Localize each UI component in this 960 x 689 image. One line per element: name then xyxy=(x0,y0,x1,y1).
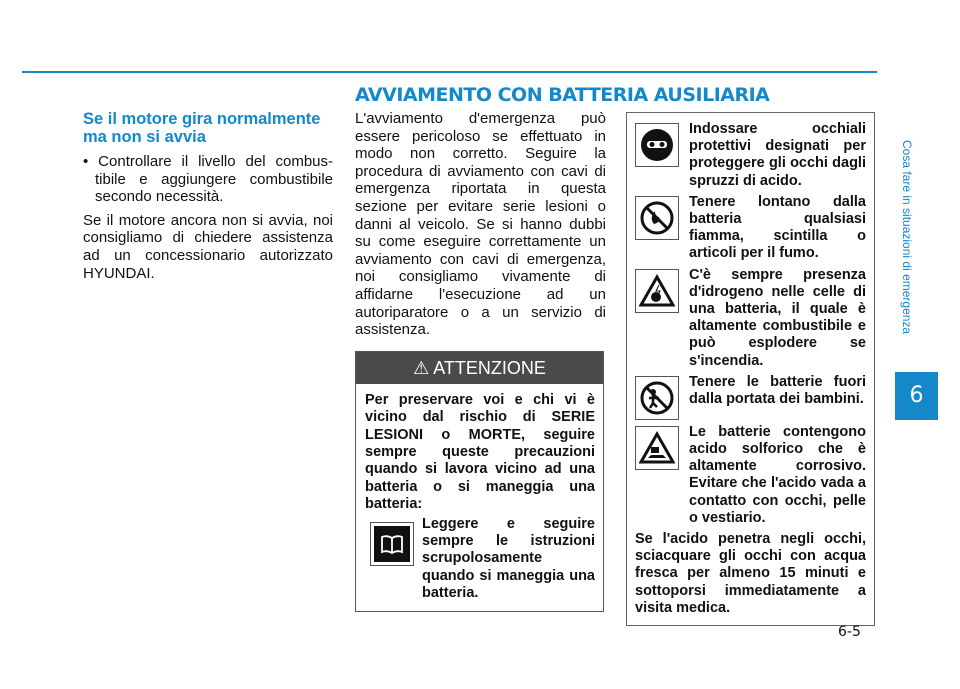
paragraph: Se il motore ancora non si avvia, noi consigliamo di chiedere assistenza ad un concessionario autorizzato HYUNDAI. xyxy=(83,211,333,282)
no-flame-icon xyxy=(635,196,679,240)
precaution-item: Tenere le batterie fuori dalla portata dei bambini. xyxy=(635,374,866,420)
precaution-item: Indossare occhiali protettivi designati per proteggere gli occhi dagli spruzzi di acido. xyxy=(635,121,866,190)
no-children-icon xyxy=(635,376,679,420)
paragraph: L'avviamento d'emergenza può essere pericoloso se effettuato in modo non corretto. Seguire la procedura di avviamento con cavi di emergenza riportata in questa sezione per evitare serie lesioni o danni al veicolo. Se si hanno dubbi su come eseguire correttamente un avviamento con cavi di emergenza, noi consigliamo vivamente di affidarne l'esecuzione ad un autoriparatore o a un servizio di assistenza. xyxy=(355,110,606,339)
warning-label: ATTENZIONE xyxy=(433,357,546,378)
explosion-warning-icon xyxy=(635,269,679,313)
section-title: Cosa fare in situazioni di emergenza xyxy=(900,140,914,335)
manual-book-icon xyxy=(370,522,414,566)
precaution-item: Tenere lontano dalla batteria qualsiasi fiamma, scintilla o articoli per il fumo. xyxy=(635,194,866,263)
page-title: AVVIAMENTO CON BATTERIA AUSILIARIA xyxy=(355,84,770,106)
warning-triangle-icon: ⚠ xyxy=(413,357,430,378)
chapter-tab[interactable]: 6 xyxy=(895,372,938,420)
precaution-item: C'è sempre presenza d'idrogeno nelle celle di una batteria, il quale è altamente combustibile e può esplodere se s'incendia. xyxy=(635,267,866,370)
warning-intro: Per preservare voi e chi vi è vicino dal rischio di SERIE LESIONI o MORTE, seguire sempre queste precauzioni quando si lavora vicino ad una batteria o si maneggia una batteria: xyxy=(365,391,595,513)
precaution-item: Le batterie contengono acido solforico che è altamente corrosivo. Evitare che l'acido vada a contatto con occhi, pelle o vestiario. xyxy=(635,424,866,527)
section-heading: Se il motore gira normalmente ma non si avvia xyxy=(83,110,321,146)
middle-column xyxy=(355,110,606,612)
precautions-box xyxy=(626,112,875,626)
goggles-icon xyxy=(635,123,679,167)
warning-item: Leggere e seguire sempre le istruzioni scrupolosamente quando si maneggia una batteria. xyxy=(422,515,595,602)
corrosive-warning-icon xyxy=(635,426,679,470)
final-note: Se l'acido penetra negli occhi, sciacquare gli occhi con acqua fresca per almeno 15 minuti e sottoporsi immediatamente a visita medica. xyxy=(635,531,866,616)
warning-header xyxy=(356,352,603,384)
header-rule xyxy=(22,71,877,73)
warning-box xyxy=(355,351,604,612)
bullet-item: • Controllare il livello del combus-tibile e aggiungere combustibile secondo necessità. xyxy=(83,153,333,206)
left-column xyxy=(83,110,333,288)
page-number: 6-5 xyxy=(838,624,861,640)
